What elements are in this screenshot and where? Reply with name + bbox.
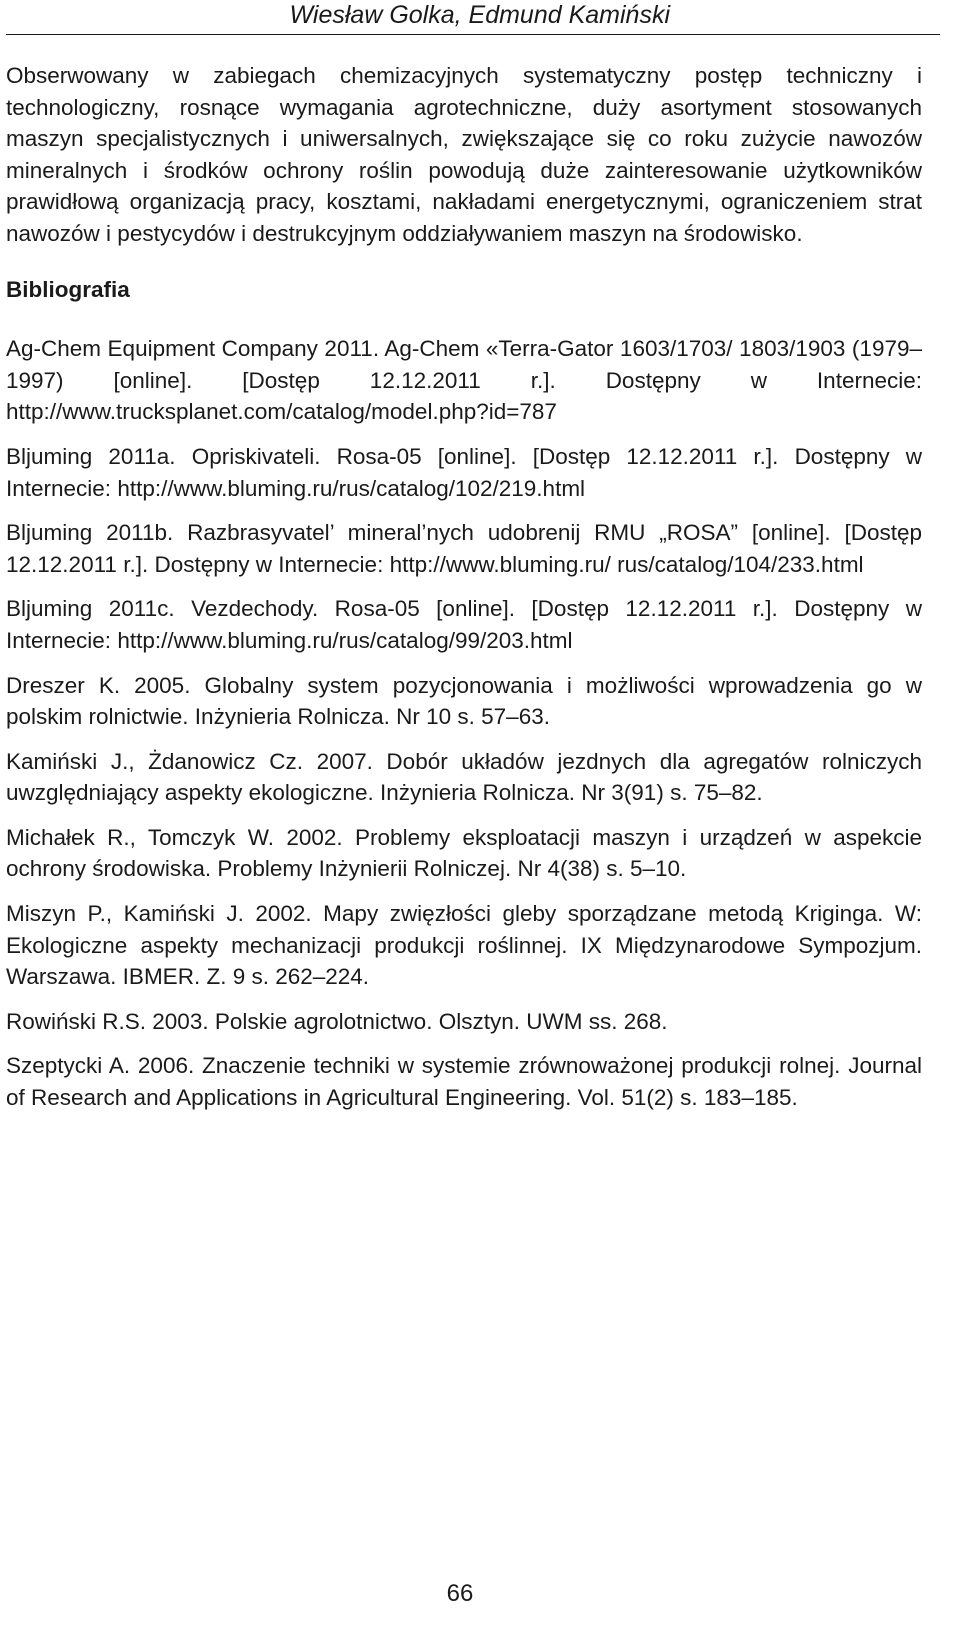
bibliography-entry: Miszyn P., Kamiński J. 2002. Mapy zwięzłości gleby sporządzane metodą Kriginga. W: Ekologiczne aspekty mechanizacji produkcji roślinnej. IX Międzynarodowe Sympozjum. Warszawa. IBMER. Z. 9 s. 262–224. — [6, 901, 922, 990]
running-header — [6, 0, 940, 35]
bibliography-entry: Ag-Chem Equipment Company 2011. Ag-Chem «Terra-Gator 1603/1703/ 1803/1903 (1979–1997) [online]. [Dostęp 12.12.2011 r.]. Dostępny w Internecie: http://www.trucksplanet.com/catalog/model.php?id=787 — [6, 336, 922, 425]
bibliography-entry: Szeptycki A. 2006. Znaczenie techniki w systemie zrównoważonej produkcji rolnej. Journal of Research and Applications in Agricultural Engineering. Vol. 51(2) s. 183–185. — [6, 1053, 922, 1111]
intro-paragraph: Obserwowany w zabiegach chemizacyjnych systematyczny postęp techniczny i technologiczny, rosnące wymagania agrotechniczne, duży asortyment stosowanych maszyn specjalistycznych i uniwersalnych, zwiększające się co roku zużycie nawozów mineralnych i środków ochrony roślin powodują duże zainteresowanie użytkowników prawidłową organizacją pracy, kosztami, nakładami energetycznymi, ograniczeniem strat nawozów i pestycydów i destrukcyjnym oddziaływaniem maszyn na środowisko. — [6, 63, 922, 246]
bibliography-list — [6, 333, 922, 1113]
bibliography-entry: Rowiński R.S. 2003. Polskie agrolotnictwo. Olsztyn. UWM ss. 268. — [6, 1008, 668, 1034]
bibliography-entry: Bljuming 2011a. Opriskivateli. Rosa-05 [online]. [Dostęp 12.12.2011 r.]. Dostępny w Internecie: http://www.bluming.ru/rus/catalog/102/219.html — [6, 443, 922, 501]
bibliography-entry: Michałek R., Tomczyk W. 2002. Problemy eksploatacji maszyn i urządzeń w aspekcie ochrony środowiska. Problemy Inżynierii Rolniczej. Nr 4(38) s. 5–10. — [6, 824, 922, 882]
bibliography-entry: Dreszer K. 2005. Globalny system pozycjonowania i możliwości wprowadzenia go w polskim rolnictwie. Inżynieria Rolnicza. Nr 10 s. 57–63. — [6, 672, 922, 730]
bibliography-heading: Bibliografia — [6, 276, 130, 302]
page-number: 66 — [446, 1580, 474, 1607]
bibliography-entry: Bljuming 2011c. Vezdechody. Rosa-05 [online]. [Dostęp 12.12.2011 r.]. Dostępny w Internecie: http://www.bluming.ru/rus/catalog/99/203.html — [6, 596, 922, 653]
bibliography-entry: Kamiński J., Żdanowicz Cz. 2007. Dobór układów jezdnych dla agregatów rolniczych uwzględniający aspekty ekologiczne. Inżynieria Rolnicza. Nr 3(91) s. 75–82. — [6, 748, 922, 806]
page-body — [6, 60, 922, 1127]
bibliography-entry: Bljuming 2011b. Razbrasyvatel’ mineral’nych udobrenij RMU „ROSA” [online]. [Dostęp 12.12.2011 r.]. Dostępny w Internecie: http://www.bluming.ru/ rus/catalog/104/233.html — [6, 520, 922, 577]
header-authors: Wiesław Golka, Edmund Kamiński — [289, 1, 670, 29]
